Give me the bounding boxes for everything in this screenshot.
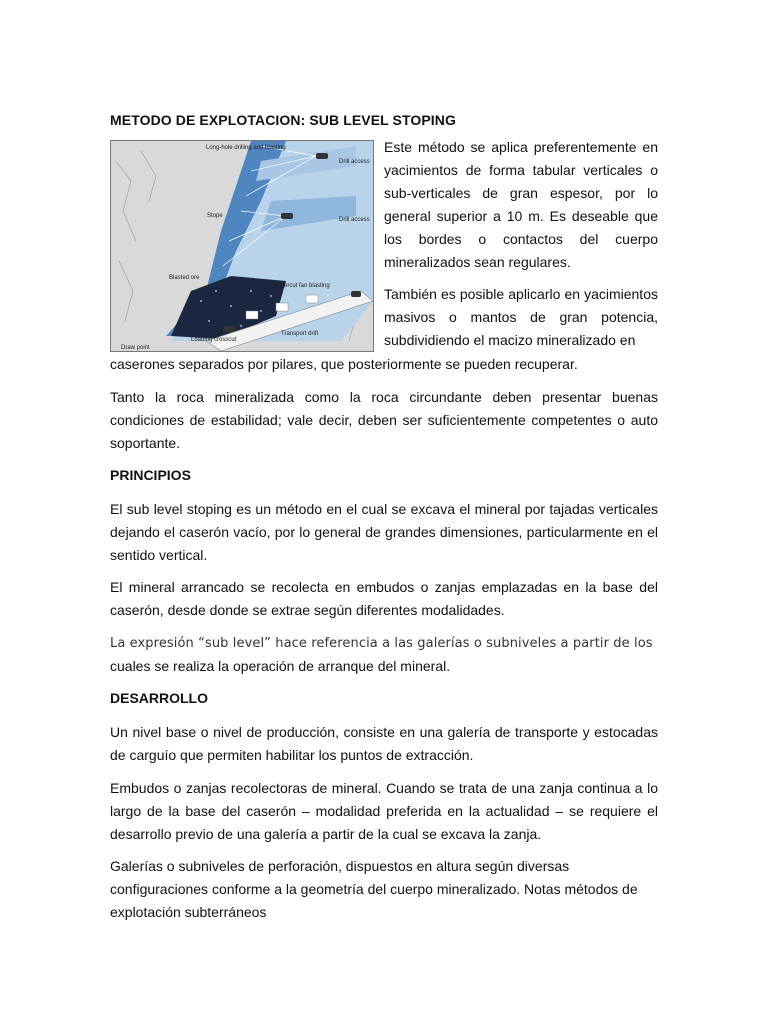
label-blasted-ore: Blasted ore [169,275,200,281]
label-drill-access-2: Drill access [339,217,370,223]
heading-principios: PRINCIPIOS [110,467,191,483]
label-transport-drift: Transport drift [281,331,319,337]
label-loading-crosscut: Loading crosscut [191,337,237,343]
intro-paragraph-2-cont: caserones separados por pilares, que posteriormente se pueden recuperar. [110,356,578,372]
label-undercut: Undercut fan blasting [273,283,330,289]
desarrollo-paragraph-2: Embudos o zanjas recolectoras de mineral. Cuando se trata de una zanja continua a lo largo de la base del caserón – modalidad preferida en la actualidad – se requiere el desarrollo previo de una galería a partir de la cual se excava la zanja. [110,780,658,842]
heading-desarrollo: DESARROLLO [110,690,208,706]
label-longhole: Long-hole drilling and blasting [206,145,286,151]
principios-paragraph-2: El mineral arrancado se recolecta en embudos o zanjas emplazadas en la base del caserón, desde donde se extrae según diferentes modalidades. [110,579,658,618]
label-drill-access-1: Drill access [339,159,370,165]
desarrollo-paragraph-1: Un nivel base o nivel de producción, consiste en una galería de transporte y estocadas de carguío que permiten habilitar los puntos de extracción. [110,724,658,763]
intro-column [384,136,658,352]
document-title: METODO DE EXPLOTACION: SUB LEVEL STOPING [110,112,457,128]
stoping-illustration [111,141,373,351]
principios-paragraph-1: El sub level stoping es un método en el cual se excava el mineral por tajadas verticales dejando el caserón vacío, por lo general de grandes dimensiones, particularmente en el sentido vertical. [110,501,658,563]
intro-paragraph-1: Este método se aplica preferentemente en yacimientos de forma tabular verticales o sub-verticales de gran espesor, por lo general superior a 10 m. Es deseable que los bordes o contactos del cuerpo mineralizados sean regulares. [384,139,658,270]
intro-paragraph-2-wrap: También es posible aplicarlo en yacimientos masivos o mantos de gran potencia, subdividiendo el macizo mineralizado en [384,286,658,348]
desarrollo-paragraph-3: Galerías o subniveles de perforación, dispuestos en altura según diversas configuraciones conforme a la geometría del cuerpo mineralizado. Notas métodos de explotación subterráneos [110,858,638,920]
label-draw-point: Draw point [121,345,150,351]
sublevel-stoping-diagram [110,140,374,352]
principios-paragraph-3b: cuales se realiza la operación de arranque del mineral. [110,658,451,674]
stability-paragraph: Tanto la roca mineralizada como la roca circundante deben presentar buenas condiciones de estabilidad; vale decir, deben ser suficientemente competentes o auto soportante. [110,389,658,451]
label-stope: Stope [207,213,223,219]
principios-paragraph-3a: La expresión “sub level” hace referencia a las galerías o subniveles a partir de los [110,636,653,651]
